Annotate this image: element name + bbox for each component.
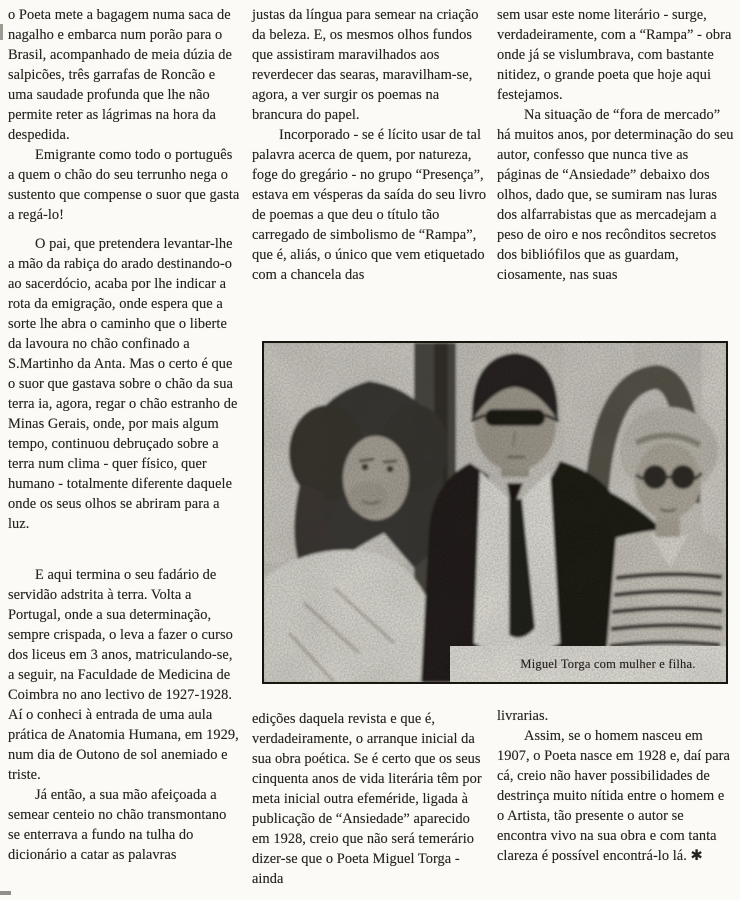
scan-artifact [0, 24, 3, 40]
paragraph: O pai, que pretendera levantar-lhe a mão da rabiça do arado destinando-o ao sacerdócio, acaba por lhe indicar a rota da emigração, onde espera que a sorte lhe abra o caminho que o liberte da lavoura no chão confinado a S.Martinho da Anta. Mas o certo é que o suor que gastava sobre o chão da sua terra ia, agora, regar o chão estranho de Minas Gerais, onde, por mais algum tempo, continuou debruçado sobre a terra num clima - quer físico, quer humano - totalmente diferente daquele onde os seus olhos se abriram para a luz. [8, 236, 238, 532]
paragraph: sem usar este nome literário - surge, verdadeiramente, com a “Rampa” - obra onde já se vislumbrava, com bastante nitidez, o grande poeta que hoje aqui festejamos. [497, 7, 732, 103]
paragraph: E aqui termina o seu fadário de servidão adstrita à terra. Volta a Portugal, onde a sua determinação, sempre crispada, o leva a fazer o curso dos liceus em 3 anos, matriculando-se, a seguir, na Faculdade de Medicina de Coimbra no ano lectivo de 1927-1928. Aí o conheci à entrada de uma aula prática de Anatomia Humana, em 1929, num dia de Outono de sol anemiado e triste. [8, 567, 239, 783]
paragraph: o Poeta mete a bagagem numa saca de nagalho e embarca num porão para o Brasil, acompanhado de meia dúzia de salpicões, três garrafas de Roncão e uma saudade profunda que lhe não permite reter as lágrimas na hora da despedida. [8, 7, 232, 143]
column-2-top [252, 5, 488, 285]
paragraph: livrarias. [497, 708, 549, 724]
column-3-top [497, 5, 735, 285]
photo-image [264, 343, 726, 682]
paragraph: Incorporado - se é lícito usar de tal palavra acerca de quem, por natureza, foge do gregário - no grupo “Presença”, estava em vésperas da saída do seu livro de poemas a que deu o título tão carregado de simbolismo de “Rampa”, que é, aliás, o único que vem etiquetado com a chancela das [252, 127, 487, 283]
column-3-bottom [497, 706, 735, 866]
paragraph: Na situação de “fora de mercado” há muitos anos, por determinação do seu autor, confesso que nunca tive as páginas de “Ansiedade” debaixo dos olhos, dado que, se sumiram nas luras dos alfarrabistas que as mercadejam a peso de oiro e nos recônditos secretos dos bibliófilos que as guardam, ciosamente, nas suas [497, 107, 734, 283]
column-2-bottom [252, 709, 488, 889]
paragraph: edições daquela revista e que é, verdadeiramente, o arranque inicial da sua obra poética. Se é certo que os seus cinquenta anos de vida literária têm por meta inicial outra efeméride, ligada à publicação de “Ansiedade” aparecido em 1928, creio que não será temerário dizer-se que o Poeta Miguel Torga - ainda [252, 711, 482, 887]
photo-caption: Miguel Torga com mulher e filha. [520, 656, 696, 671]
column-1 [8, 5, 242, 865]
scan-artifact [0, 891, 11, 895]
paragraph: Assim, se o homem nasceu em 1907, o Poeta nasce em 1928 e, daí para cá, creio não haver possibilidades de destrinça muito nítida entre o homem e o Artista, tão presente o autor se encontra vivo na sua obra e com tanta clareza é possível encontrá-lo lá. ✱ [497, 728, 730, 864]
photo [262, 341, 728, 684]
paragraph: Emigrante como todo o português a quem o chão do seu terrunho nega o sustento que compense o suor que gasta a regá-lo! [8, 147, 240, 223]
paragraph: Já então, a sua mão afeiçoada a semear centeio no chão transmontano se enterrava a fundo na tulha do dicionário a catar as palavras [8, 787, 227, 863]
paragraph: justas da língua para semear na criação da beleza. E, os mesmos olhos fundos que assistiram maravilhados aos reverdecer das searas, maravilham-se, agora, a ver surgir os poemas na brancura do papel. [252, 7, 479, 123]
